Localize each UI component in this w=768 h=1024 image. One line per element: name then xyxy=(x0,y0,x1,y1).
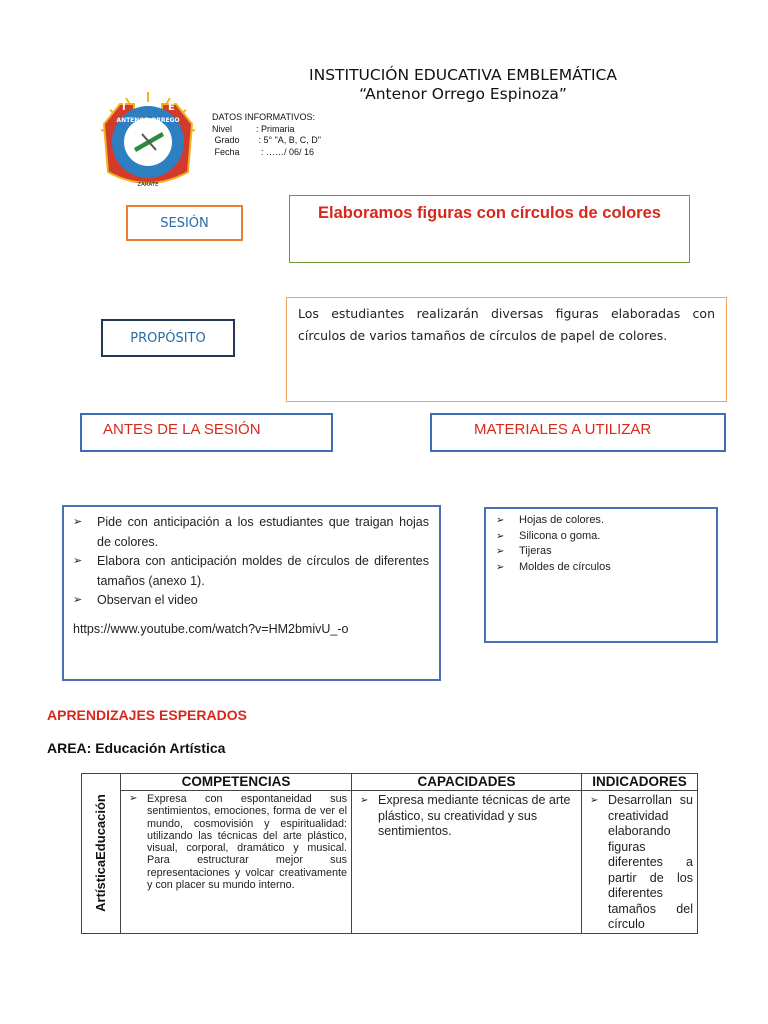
column-header: INDICADORES xyxy=(582,774,698,791)
competencias-cell xyxy=(121,791,352,934)
list-item-text: Pide con anticipación a los estudiantes que traigan hojas de colores. xyxy=(97,515,429,549)
session-title: Elaboramos figuras con círculos de colores xyxy=(318,204,661,222)
list-item-text: Moldes de círculos xyxy=(519,560,611,573)
capacidades-cell xyxy=(352,791,582,934)
area-side-cell xyxy=(82,774,121,934)
institution-subtitle: “Antenor Orrego Espinoza” xyxy=(359,85,567,103)
materiales-list-box xyxy=(484,507,718,643)
competencias-text: Expresa con espontaneidad sus sentimientos, emociones, forma de ver el mundo, cosmovisión y espiritualidad: utilizando las técnicas del arte plástico, visual, corporal, dramático y musical. Para estructurar mejor sus representaciones y volcar creativamente y con placer su mundo interno. xyxy=(147,793,347,892)
sesion-label: SESIÓN xyxy=(160,215,209,231)
list-item xyxy=(73,513,429,552)
proposito-text: Los estudiantes realizarán diversas figuras elaboradas con círculos de varios tamaños de círculos de papel de colores. xyxy=(298,306,715,343)
datos-value: : 5° "A, B, C, D" xyxy=(256,135,322,146)
antes-header: ANTES DE LA SESIÓN xyxy=(103,421,261,438)
materiales-header-box xyxy=(430,413,726,452)
datos-value: : Primaria xyxy=(256,123,295,134)
datos-heading: DATOS INFORMATIVOS: xyxy=(212,112,316,122)
datos-row-nivel xyxy=(212,124,321,136)
capacidades-text: Expresa mediante técnicas de arte plástico, su creatividad y sus sentimientos. xyxy=(378,793,571,838)
list-item xyxy=(496,513,708,529)
indicadores-text: Desarrollan su creatividad elaborando figuras diferentes a partir de los diferentes tamaños del círculo xyxy=(608,793,693,931)
proposito-label-box xyxy=(101,319,235,357)
list-item xyxy=(73,552,429,591)
datos-label: Grado xyxy=(212,135,240,146)
antes-header-box xyxy=(80,413,333,452)
arrow-bullet-icon: ➢ xyxy=(496,530,505,542)
sesion-label-box xyxy=(126,205,243,241)
proposito-label: PROPÓSITO xyxy=(130,330,206,346)
arrow-bullet-icon: ➢ xyxy=(129,793,138,804)
list-item xyxy=(73,591,429,611)
column-header: COMPETENCIAS xyxy=(121,774,352,791)
area-side-label: ArtísticaEducación xyxy=(93,794,108,913)
logo-bottom-text: ZARATE xyxy=(137,182,159,188)
logo-ring-text: ANTENOR ORREGO xyxy=(116,117,180,124)
arrow-bullet-icon: ➢ xyxy=(73,555,83,567)
materiales-list xyxy=(496,513,708,575)
school-logo xyxy=(96,82,200,192)
datos-label: Fecha xyxy=(212,146,240,157)
datos-label: Nivel xyxy=(212,123,233,134)
column-header: CAPACIDADES xyxy=(352,774,582,791)
area-heading: AREA: Educación Artística xyxy=(47,740,226,756)
list-item-text: Tijeras xyxy=(519,545,552,557)
logo-letter-e: E xyxy=(168,102,175,113)
datos-row-grado xyxy=(212,135,321,147)
table-row xyxy=(82,791,698,934)
table-header-row xyxy=(82,774,698,791)
session-title-box xyxy=(289,195,690,263)
arrow-bullet-icon: ➢ xyxy=(360,795,369,806)
competencias-table xyxy=(81,773,698,934)
arrow-bullet-icon: ➢ xyxy=(496,515,505,526)
list-item xyxy=(496,560,708,576)
logo-letter-i: I xyxy=(122,102,126,113)
aprendizajes-heading: APRENDIZAJES ESPERADOS xyxy=(47,707,247,723)
list-item xyxy=(496,544,708,560)
arrow-bullet-icon: ➢ xyxy=(496,561,505,573)
institution-name: INSTITUCIÓN EDUCATIVA EMBLEMÁTICA xyxy=(309,66,617,84)
arrow-bullet-icon: ➢ xyxy=(73,516,83,528)
datos-row-fecha xyxy=(212,147,321,159)
arrow-bullet-icon: ➢ xyxy=(496,546,505,557)
materiales-header: MATERIALES A UTILIZAR xyxy=(474,421,652,438)
indicadores-cell xyxy=(582,791,698,934)
list-item-text: Elabora con anticipación moldes de círculos de diferentes tamaños (anexo 1). xyxy=(97,554,429,588)
arrow-bullet-icon: ➢ xyxy=(73,594,83,606)
list-item-text: Observan el video xyxy=(97,593,198,607)
list-item xyxy=(496,529,708,545)
video-link[interactable]: https://www.youtube.com/watch?v=HM2bmivU_-o xyxy=(73,621,349,636)
proposito-text-box xyxy=(286,297,727,402)
arrow-bullet-icon: ➢ xyxy=(590,795,599,806)
antes-list xyxy=(73,513,429,611)
list-item-text: Hojas de colores. xyxy=(519,514,604,526)
datos-informativos xyxy=(212,112,321,158)
antes-list-box xyxy=(62,505,441,681)
list-item-text: Silicona o goma. xyxy=(519,529,601,542)
datos-value: : ……/ 06/ 16 xyxy=(256,146,315,157)
